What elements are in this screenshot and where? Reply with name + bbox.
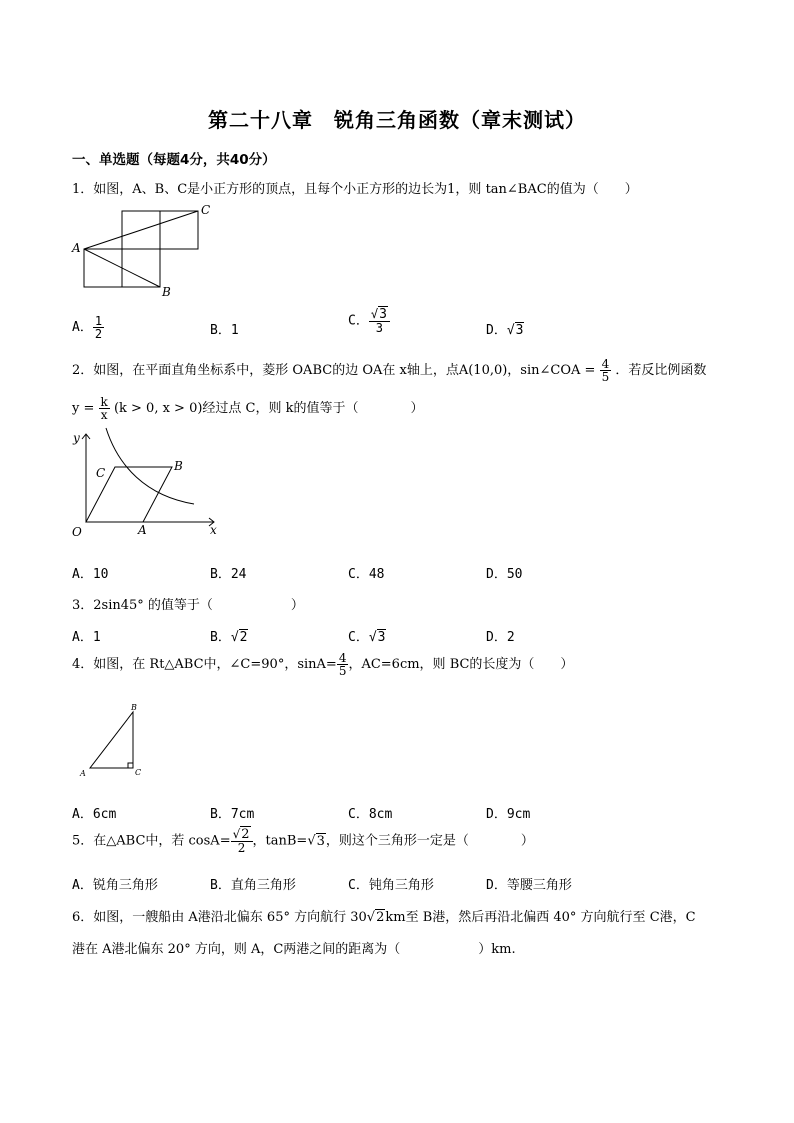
- q2-option-a[interactable]: A．10: [72, 567, 109, 582]
- q4-option-c[interactable]: C．8cm: [348, 807, 393, 822]
- question-6-text-line1: 6．如图，一艘船由 A港沿北偏东 65° 方向航行 30√2km至 B港，然后再沿北偏西 40° 方向航行至 C港，C: [72, 910, 696, 925]
- q1-option-b[interactable]: B．1: [210, 323, 239, 338]
- question-4-text: 4．如图，在 Rt△ABC中，∠C=90°，sinA= $\frac{4}{5}$ ，AC=6cm，则 BC的长度为（ ）: [72, 651, 574, 678]
- q2-option-b[interactable]: B．24: [210, 567, 247, 582]
- q5-option-b[interactable]: B．直角三角形: [210, 878, 296, 893]
- question-2-figure: [66, 426, 226, 544]
- q1-option-c[interactable]: C． $\frac{√3}{3}$: [348, 308, 390, 334]
- section-heading: 一、单选题（每题4分，共40分）: [72, 152, 276, 168]
- question-1-text: 1．如图，A、B、C是小正方形的顶点，且每个小正方形的边长为1，则 tan∠BAC的值为（ ）: [72, 182, 638, 197]
- q3-option-d[interactable]: D．2: [486, 630, 515, 645]
- figure-label-b: B: [131, 703, 137, 712]
- figure-label-a: A: [72, 241, 81, 255]
- q4-option-a[interactable]: A．6cm: [72, 807, 117, 822]
- q5-option-a[interactable]: A．锐角三角形: [72, 878, 158, 893]
- q4-option-d[interactable]: D．9cm: [486, 807, 531, 822]
- question-3-text: 3．2sin45° 的值等于（ ）: [72, 598, 304, 613]
- figure-label-c: C: [135, 768, 142, 777]
- q3-option-b[interactable]: B．√2: [210, 630, 248, 645]
- page-title: 第二十八章 锐角三角函数（章末测试）: [208, 108, 586, 132]
- q4-option-b[interactable]: B．7cm: [210, 807, 255, 822]
- question-2-text-line2: y = $\frac{k}{x}$ (k > 0, x > 0)经过点 C，则 k的值等于（ ）: [72, 395, 424, 422]
- question-5-text: 5．在△ABC中，若 cosA= $\frac{√2}{2}$ ，tanB=√3，则这个三角形一定是（ ）: [72, 827, 534, 855]
- q3-option-c[interactable]: C．√3: [348, 630, 386, 645]
- figure-label-c: C: [201, 203, 211, 217]
- figure-label-o: O: [72, 525, 82, 539]
- q1-option-d[interactable]: D．√3: [486, 323, 524, 338]
- q3-option-a[interactable]: A．1: [72, 630, 101, 645]
- axis-label-x: x: [210, 523, 217, 537]
- question-2-text-line1: 2．如图，在平面直角坐标系中，菱形 OABC的边 OA在 x轴上，点A(10,0)，sin∠COA = $\frac{4}{5}$ ．若反比例函数: [72, 357, 707, 384]
- figure-label-b: B: [174, 459, 183, 473]
- axis-label-y: y: [73, 431, 80, 445]
- figure-label-c: C: [96, 466, 106, 480]
- figure-label-a: A: [80, 769, 86, 778]
- question-1-figure: [70, 200, 220, 300]
- figure-label-a: A: [138, 523, 147, 537]
- q1-option-a[interactable]: A． $\frac{1}{2}$: [72, 314, 103, 341]
- question-6-text-line2: 港在 A港北偏东 20° 方向，则 A，C两港之间的距离为（ ）km.: [72, 942, 516, 957]
- figure-label-b: B: [162, 285, 171, 299]
- q5-option-d[interactable]: D．等腰三角形: [486, 878, 572, 893]
- q2-option-d[interactable]: D．50: [486, 567, 523, 582]
- q5-option-c[interactable]: C．钝角三角形: [348, 878, 434, 893]
- question-4-figure: [76, 700, 156, 782]
- q2-option-c[interactable]: C．48: [348, 567, 385, 582]
